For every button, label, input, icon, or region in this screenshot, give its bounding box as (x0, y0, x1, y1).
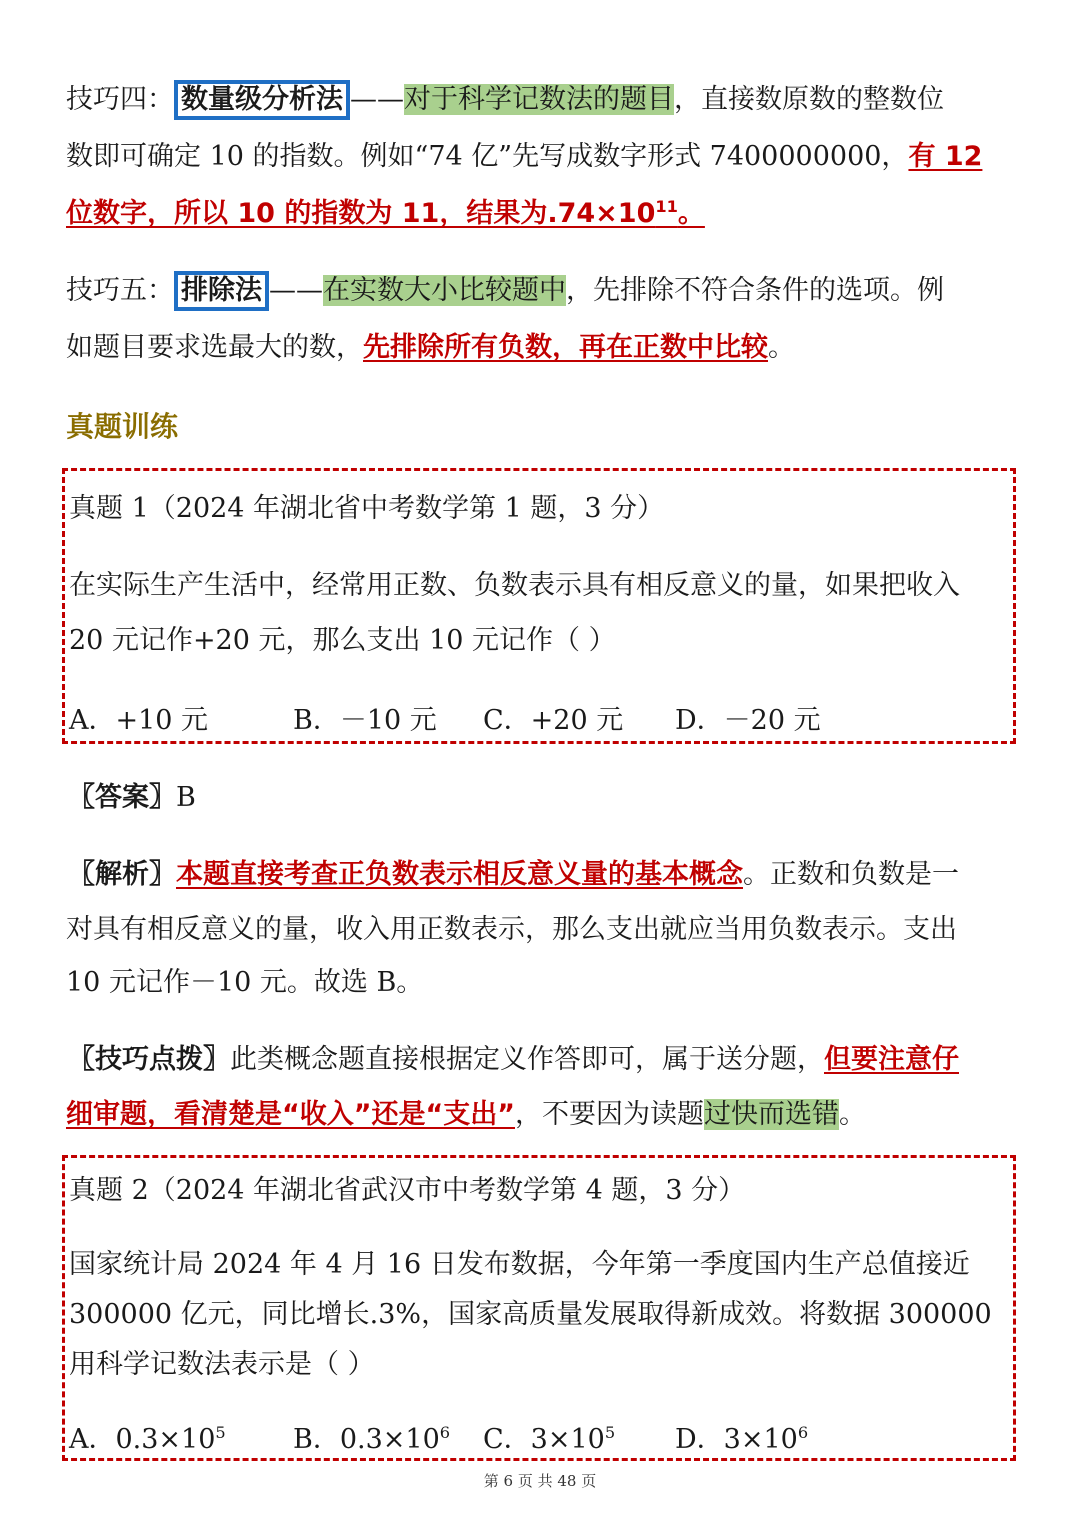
q2-body-line1: 国家统计局 2024 年 4 月 16 日发布数据，今年第一季度国内生产总值接近 (69, 1249, 970, 1280)
tip-point-end: 。 (838, 1099, 866, 1130)
tip4-dash: —— (350, 84, 404, 115)
tip-point-highlight: 过快而选错 (703, 1099, 839, 1130)
tip5-highlight: 在实数大小比较题中 (323, 275, 566, 306)
q1-option-d: D．－20 元 (675, 705, 821, 736)
q2-body-line3: 用科学记数法表示是（ ） (69, 1349, 375, 1380)
page-footer: 第 6 页 共 48 页 (483, 1472, 597, 1490)
tip-point-red-text2: 细审题，看清楚是“收入”还是“支出” (66, 1099, 515, 1130)
tip4-prefix: 技巧四： (66, 84, 174, 115)
tip5-text: ，先排除不符合条件的选项。例 (566, 275, 944, 306)
q2-option-d: D．$3\times 10^6$ (675, 1423, 809, 1455)
q1-title: 真题 1（2024 年湖北省中考数学第 1 题，3 分） (69, 493, 665, 524)
tip-point-text: 此类概念题直接根据定义作答即可，属于送分题， (230, 1044, 824, 1075)
q2-body-line2: 300000 亿元，同比增长.3%，国家高质量发展取得新成效。将数据 300000 (69, 1299, 992, 1330)
analysis-line3: 10 元记作－10 元。故选 B。 (66, 967, 424, 998)
tip4-red-text: 有 12 (908, 141, 983, 172)
tip4-line2 (66, 137, 1016, 177)
tip5-line1 (66, 271, 1016, 311)
q2-option-a: A．$0.3\times 10^5$ (69, 1423, 226, 1455)
q1-body-line2: 20 元记作+20 元，那么支出 10 元记作（ ） (69, 625, 616, 656)
answer-line (68, 778, 1016, 818)
tip4-text: ，直接数原数的整数位 (674, 84, 944, 115)
section-heading: 真题训练 (66, 410, 179, 443)
analysis-red-text: 本题直接考查正负数表示相反意义量的基本概念 (176, 859, 743, 890)
tip5-line2 (66, 328, 1016, 368)
q2-title: 真题 2（2024 年湖北省武汉市中考数学第 4 题，3 分） (69, 1175, 746, 1206)
q2-option-b: B．$0.3\times 10^6$ (293, 1423, 451, 1455)
tip4-red-text2: 位数字，所以 10 的指数为 11，结果为$.74\times 10^{11}$。 (66, 197, 705, 229)
answer-label: 〖答案〗 (68, 782, 176, 813)
tip5-prefix: 技巧五： (66, 275, 174, 306)
q1-body-line1: 在实际生产生活中，经常用正数、负数表示具有相反意义的量，如果把收入 (69, 570, 960, 601)
tip-point-red-text: 但要注意仔 (824, 1044, 959, 1075)
tip-point-label: 〖技巧点拨〗 (68, 1044, 230, 1075)
q1-option-c: C．+20 元 (483, 705, 624, 736)
q1-option-a: A．+10 元 (69, 705, 209, 736)
tip5-text2: 如题目要求选最大的数， (66, 332, 363, 363)
analysis-text: 。正数和负数是一 (743, 859, 959, 890)
tip4-line3 (66, 194, 1016, 234)
analysis-line1 (68, 855, 1016, 895)
answer-value: B (176, 782, 196, 813)
tip4-exponent: 11 (655, 197, 678, 216)
question1-box (62, 468, 1016, 744)
tip-point-line1 (68, 1040, 1016, 1080)
tip4-boxed-term: 数量级分析法 (174, 80, 350, 120)
tip5-end: 。 (768, 332, 795, 363)
tip4-highlight: 对于科学记数法的题目 (404, 84, 674, 115)
tip5-boxed-term: 排除法 (174, 271, 269, 311)
tip-point-text2: ，不要因为读题 (514, 1099, 704, 1130)
analysis-line2: 对具有相反意义的量，收入用正数表示，那么支出就应当用负数表示。支出 (66, 914, 957, 945)
q2-option-c: C．$3\times 10^5$ (483, 1423, 616, 1455)
tip5-dash: —— (269, 275, 323, 306)
question2-box (62, 1155, 1016, 1461)
tip5-red-text: 先排除所有负数，再在正数中比较 (363, 332, 768, 363)
analysis-label: 〖解析〗 (68, 859, 176, 890)
tip-point-line2 (66, 1095, 1016, 1135)
tip4-text2: 数即可确定 10 的指数。例如“74 亿”先写成数字形式 7400000000， (66, 141, 909, 172)
tip4-line1 (66, 80, 1016, 120)
q1-option-b: B．－10 元 (293, 705, 437, 736)
